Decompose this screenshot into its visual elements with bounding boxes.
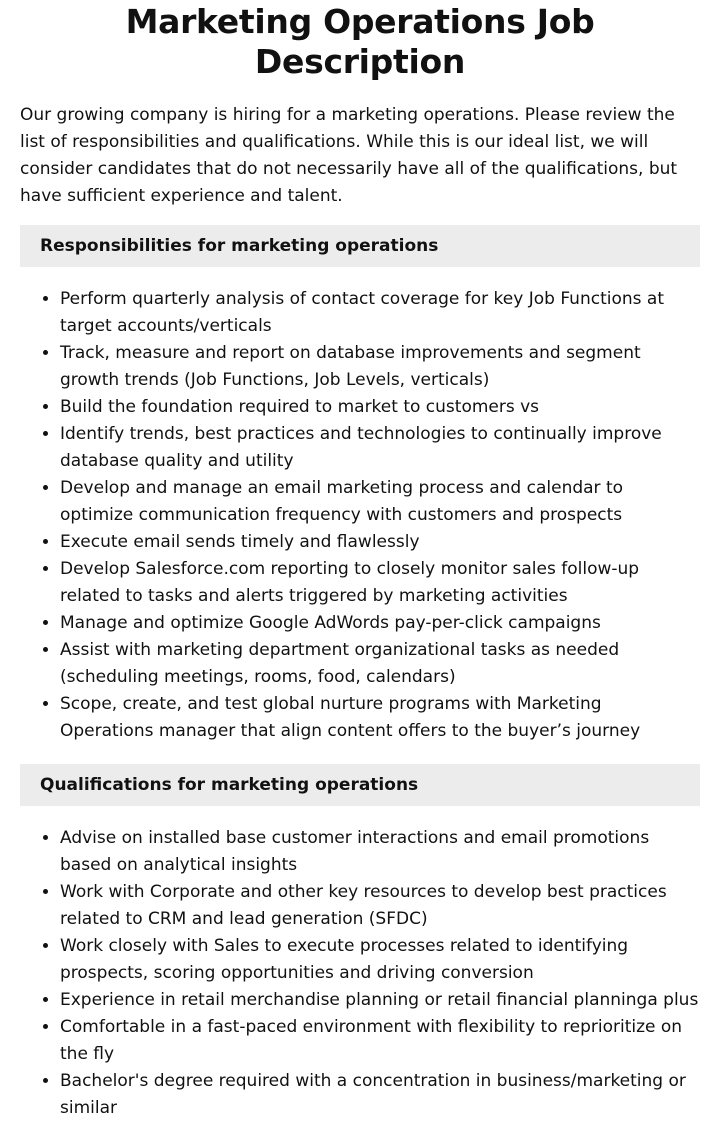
list-item: • Track, measure and report on database improvements and segment growth trends (Job Functions, Job Levels, verticals) [60, 340, 700, 394]
list-item: • Develop and manage an email marketing process and calendar to optimize communication frequency with customers and prospects [60, 475, 700, 529]
page-title: Marketing Operations Job Description [125, 2, 595, 81]
responsibilities-heading: Responsibilities for marketing operations [20, 225, 700, 267]
list-item: • Bachelor's degree required with a concentration in business/marketing or similar [60, 1068, 700, 1122]
intro-paragraph: Our growing company is hiring for a marketing operations. Please review the list of responsibilities and qualifications. While this is our ideal list, we will consider candidates that do not necessarily have all of the qualifications, but have sufficient experience and talent. [20, 105, 678, 206]
list-item: • Scope, create, and test global nurture programs with Marketing Operations manager that align content offers to the buyer’s journey [60, 691, 700, 745]
list-item: • Build the foundation required to market to customers vs [60, 394, 700, 421]
list-item: • Identify trends, best practices and technologies to continually improve database quality and utility [60, 421, 700, 475]
list-item: • Manage and optimize Google AdWords pay-per-click campaigns [60, 610, 700, 637]
list-item: • Execute email sends timely and flawlessly [60, 529, 700, 556]
list-item: • Advise on installed base customer interactions and email promotions based on analytical insights [60, 825, 700, 879]
list-item: • Develop Salesforce.com reporting to closely monitor sales follow-up related to tasks and alerts triggered by marketing activities [60, 556, 700, 610]
qualifications-heading: Qualifications for marketing operations [20, 764, 700, 806]
qualifications-list [20, 825, 700, 1122]
list-item: • Assist with marketing department organizational tasks as needed (scheduling meetings, rooms, food, calendars) [60, 637, 700, 691]
responsibilities-list [20, 286, 700, 745]
list-item: • Comfortable in a fast-paced environment with flexibility to reprioritize on the fly [60, 1014, 700, 1068]
list-item: • Work closely with Sales to execute processes related to identifying prospects, scoring opportunities and driving conversion [60, 933, 700, 987]
list-item: • Perform quarterly analysis of contact coverage for key Job Functions at target accounts/verticals [60, 286, 700, 340]
list-item: • Experience in retail merchandise planning or retail financial planninga plus [60, 987, 700, 1014]
list-item: • Work with Corporate and other key resources to develop best practices related to CRM and lead generation (SFDC) [60, 879, 700, 933]
